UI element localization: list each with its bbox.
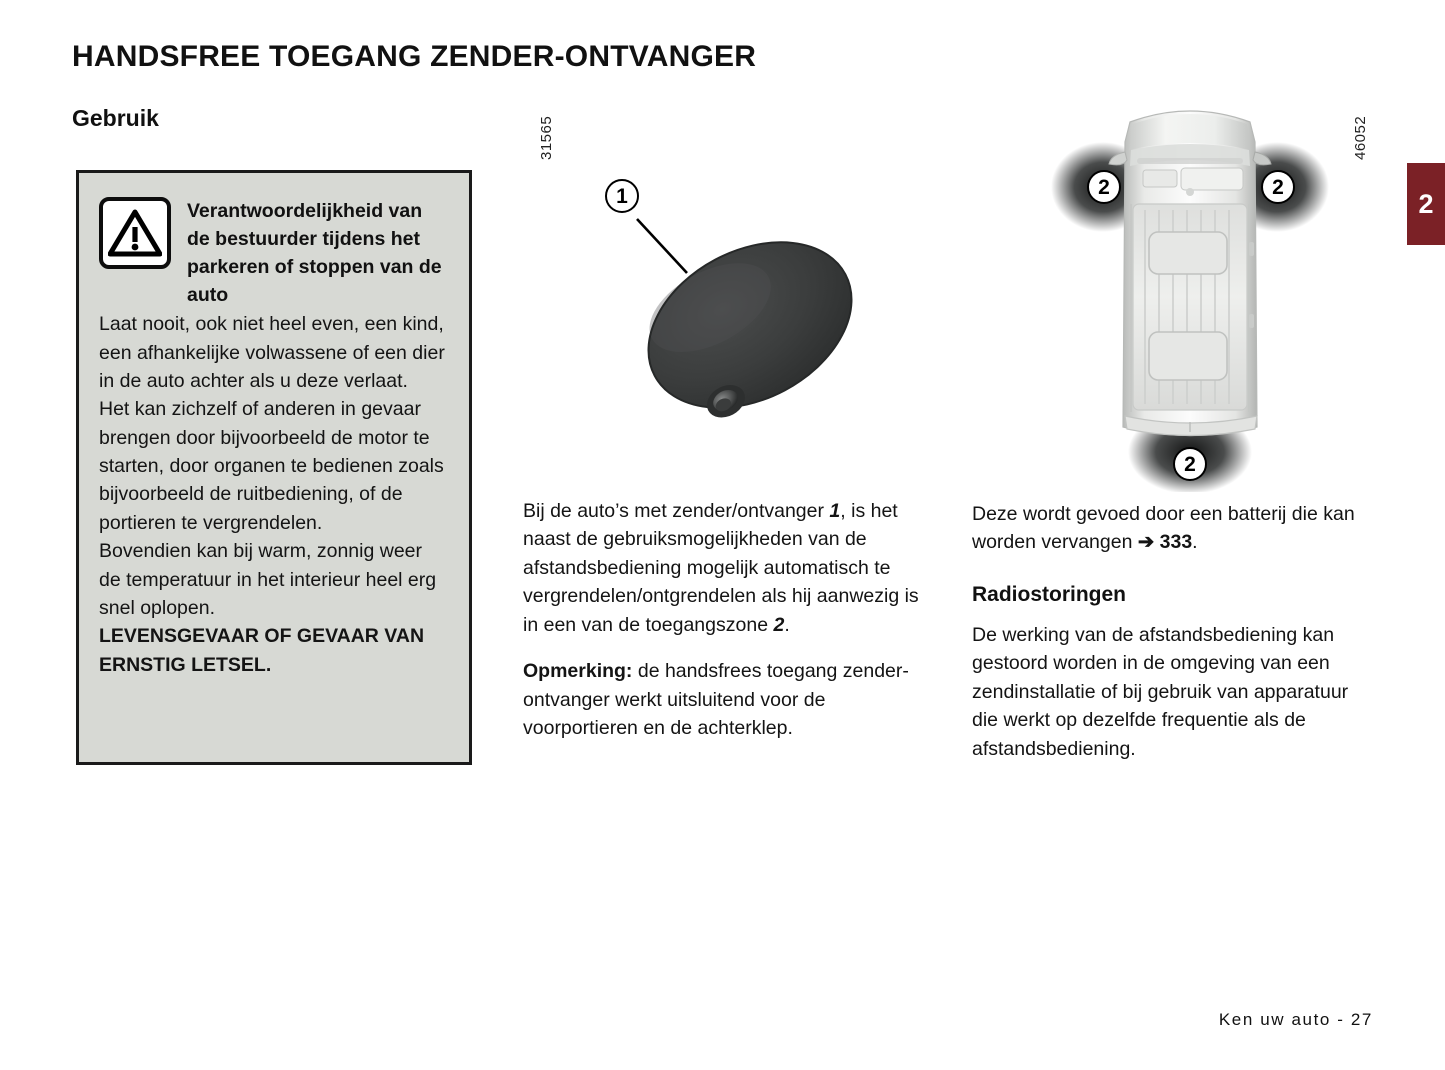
middle-paragraph-1 bbox=[523, 497, 923, 639]
right-paragraph-1-b: . bbox=[1192, 531, 1198, 554]
warning-paragraph-3: Bovendien kan bij warm, zonnig weer de temperatuur in het interieur heel erg snel oplopen. bbox=[99, 540, 437, 619]
chapter-side-tab: 2 bbox=[1407, 163, 1445, 245]
middle-column-text bbox=[523, 497, 923, 743]
left-column bbox=[72, 105, 474, 154]
warning-paragraph-4: LEVENSGEVAAR OF GEVAAR VAN ERNSTIG LETSEL. bbox=[99, 625, 425, 676]
figure-vehicle-top-view bbox=[1045, 92, 1335, 492]
figure-code-right: 46052 bbox=[1352, 115, 1369, 160]
figure-key-fob bbox=[575, 175, 905, 465]
sub-heading-radiostoringen: Radiostoringen bbox=[972, 582, 1127, 606]
page-reference: 333 bbox=[1159, 531, 1193, 554]
middle-paragraph-1-a: Bij de auto’s met zender/ontvanger bbox=[523, 500, 830, 522]
warning-box bbox=[76, 170, 472, 765]
warning-paragraph-2: Het kan zichzelf of anderen in gevaar brengen door bijvoorbeeld de motor te starten, door organen te bedienen zoals bijvoorbeeld de ruitbediening, of de portieren te vergrendelen. bbox=[99, 398, 444, 534]
middle-note bbox=[523, 657, 923, 742]
warning-header-row bbox=[99, 195, 449, 309]
warning-body bbox=[99, 310, 449, 679]
warning-paragraph-1: Laat nooit, ook niet heel even, een kind, een afhankelijke volwassene of een dier in de auto achter als u deze verlaat. bbox=[99, 313, 445, 393]
callout-marker-zone-left: 2 bbox=[1087, 170, 1121, 204]
right-paragraph-2: De werking van de afstandsbediening kan gestoord worden in de omgeving van een zendinstallatie of bij gebruik van apparatuur die werkt op dezelfde frequentie als de afstandsbediening. bbox=[972, 623, 1349, 760]
callout-marker-zone-right: 2 bbox=[1261, 170, 1295, 204]
inline-marker-1: 1 bbox=[829, 500, 841, 522]
warning-title: Verantwoordelijkheid van de bestuurder tijdens het parkeren of stoppen van de auto bbox=[187, 200, 442, 307]
inline-marker-2: 2 bbox=[773, 613, 785, 636]
callout-marker-1: 1 bbox=[605, 179, 639, 213]
right-paragraph-1 bbox=[972, 500, 1364, 557]
page-title: HANDSFREE TOEGANG ZENDER-ONTVANGER bbox=[72, 40, 757, 73]
page-footer: Ken uw auto - 27 bbox=[1218, 1010, 1373, 1029]
right-column-text bbox=[972, 500, 1364, 763]
callout-marker-zone-rear: 2 bbox=[1173, 447, 1207, 481]
right-paragraph-1-a: Deze wordt gevoed door een batterij die kan worden vervangen bbox=[972, 503, 1355, 554]
warning-triangle-icon bbox=[99, 197, 171, 269]
figure-code-middle: 31565 bbox=[538, 115, 555, 160]
middle-paragraph-1-b: , is het naast de gebruiksmogelijkheden van de afstandsbediening mogelijk automatisch te vergrendelen/ontgrendelen als hij aanwezig is in een van de toegangszone bbox=[523, 500, 919, 636]
middle-paragraph-1-c: . bbox=[784, 613, 790, 636]
note-text: de handsfrees toegang zender-ontvanger werkt uitsluitend voor de voorportieren en de achterklep. bbox=[523, 660, 909, 740]
note-label: Opmerking: bbox=[523, 660, 633, 683]
section-heading-gebruik: Gebruik bbox=[72, 105, 159, 131]
page-ref-arrow-icon: ➔ bbox=[1137, 531, 1155, 554]
